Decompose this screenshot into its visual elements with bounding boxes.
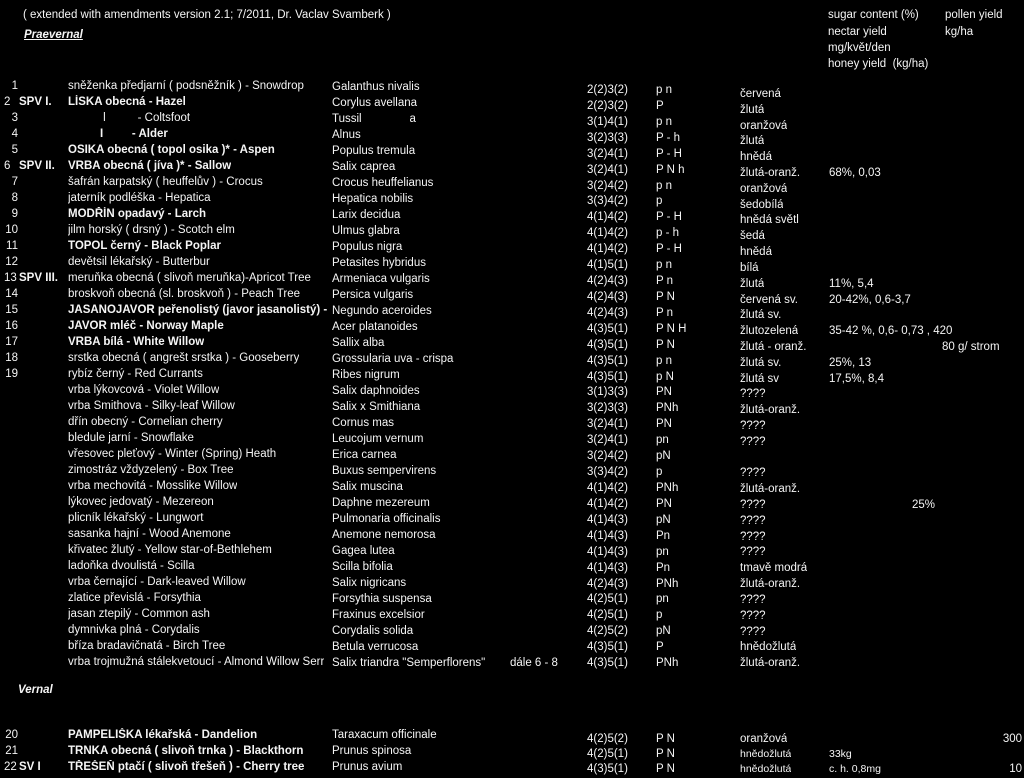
bee-value: PN <box>656 418 672 430</box>
plant-name: vrba trojmužná stálekvetoucí - Almond Willow Serr <box>68 656 325 668</box>
bee-value: p <box>656 466 663 478</box>
flowering-period-code: 3(2)4(1) <box>587 418 628 430</box>
row-number: 13 <box>4 272 17 284</box>
row-number: 19 <box>5 368 18 380</box>
pollen-color: žlutozelená <box>740 325 799 337</box>
row-number: 7 <box>11 176 18 188</box>
pollen-color: žlutá sv. <box>740 309 782 321</box>
flowering-period-code: 4(2)5(2) <box>587 733 628 745</box>
sugar-nectar-value: 17,5%, 8,4 <box>829 373 884 385</box>
latin-name: Buxus sempervirens <box>332 465 437 477</box>
bee-value: P N h <box>656 164 685 176</box>
latin-name: Armeniaca vulgaris <box>332 273 430 285</box>
plant-name: vrba Smithova - Silky-leaf Willow <box>68 400 235 412</box>
flowering-period-code: 4(1)4(3) <box>587 546 628 558</box>
flowering-period-code: 4(2)5(1) <box>587 593 628 605</box>
pollen-color: červená <box>740 88 781 100</box>
plant-name: meruňka obecná ( slivoň meruňka)-Apricot Tree <box>68 272 311 284</box>
stage-label: SPV I. <box>19 96 52 108</box>
pollen-color: šedá <box>740 230 765 242</box>
pollen-color: ???? <box>740 626 766 638</box>
row-number: 11 <box>6 240 18 252</box>
flowering-period-code: 4(2)4(3) <box>587 578 628 590</box>
latin-name: Prunus avium <box>332 761 403 773</box>
row-number: 2 <box>4 96 11 108</box>
bee-value: P <box>656 641 664 653</box>
flowering-period-code: 4(2)5(1) <box>587 609 628 621</box>
pollen-color: ???? <box>740 436 766 448</box>
plant-name: TRNKA obecná ( slivoň trnka ) - Blackthorn <box>68 745 304 757</box>
row-number: 3 <box>11 112 18 124</box>
row-number: 5 <box>11 144 18 156</box>
plant-name: TOPOL černý - Black Poplar <box>68 240 221 252</box>
bee-value: PN <box>656 498 672 510</box>
flowering-period-code: 2(2)3(2) <box>587 100 628 112</box>
row-number: 9 <box>11 208 18 220</box>
stage-label: SPV II. <box>19 160 55 172</box>
bee-value: P N <box>656 763 675 775</box>
pollen-color: červená sv. <box>740 294 798 306</box>
plant-name: MODŘÍN opadavý - Larch <box>68 208 207 220</box>
latin-name: Salix caprea <box>332 161 396 173</box>
flowering-period-code: 4(1)4(2) <box>587 498 628 510</box>
plant-name: l - Coltsfoot <box>68 112 191 124</box>
bee-value: p n <box>656 355 672 367</box>
bee-value: PNh <box>656 482 679 494</box>
pollen-color: ???? <box>740 388 766 400</box>
table-row <box>0 744 1024 758</box>
flowering-period-code: 4(1)4(2) <box>587 211 628 223</box>
latin-name: Salix nigricans <box>332 577 407 589</box>
flowering-period-code: 4(1)4(3) <box>587 530 628 542</box>
extra-value: 25% <box>912 499 936 511</box>
bee-value: p <box>656 195 663 207</box>
column-header-nectar-unit: mg/květ/den <box>828 42 891 54</box>
pollen-color: ???? <box>740 467 766 479</box>
latin-name: Corydalis solida <box>332 625 414 637</box>
plant-name: VRBA bílá - White Willow <box>68 336 205 348</box>
bee-value: P - h <box>656 132 681 144</box>
column-header-nectar: nectar yield <box>828 26 887 38</box>
flowering-period-code: 4(3)5(1) <box>587 355 628 367</box>
pollen-color: žlutá-oranž. <box>740 578 801 590</box>
stage-label: SPV III. <box>19 272 58 284</box>
bee-value: P - H <box>656 243 682 255</box>
column-header-sugar: sugar content (%) <box>828 9 919 21</box>
latin-name: Salix daphnoides <box>332 385 420 397</box>
pollen-color: žlutá-oranž. <box>740 483 801 495</box>
plant-name: JAVOR mléč - Norway Maple <box>68 320 224 332</box>
plant-name: PAMPELIŠKA lékařská - Dandelion <box>68 729 258 741</box>
row-number: 22 <box>4 761 17 773</box>
pollen-color: hnědožlutá <box>740 763 792 775</box>
pollen-color: žlutá sv. <box>740 357 782 369</box>
bee-value: pn <box>656 434 669 446</box>
plant-name: dřín obecný - Cornelian cherry <box>68 416 223 428</box>
column-header-pollen: pollen yield <box>945 9 1003 21</box>
flowering-period-code: 4(1)4(2) <box>587 227 628 239</box>
bee-value: P N <box>656 339 675 351</box>
flowering-period-code: 4(1)5(1) <box>587 259 628 271</box>
pollen-color: žlutá <box>740 135 765 147</box>
pollen-color: hnědožlutá <box>740 641 797 653</box>
table-row <box>0 760 1024 774</box>
pollen-color: žlutá <box>740 104 765 116</box>
latin-name: Persica vulgaris <box>332 289 414 301</box>
bee-value: PNh <box>656 402 679 414</box>
sugar-nectar-value: 68%, 0,03 <box>829 167 881 179</box>
pollen-color: ???? <box>740 531 766 543</box>
row-number: 1 <box>11 80 18 92</box>
bee-value: p N <box>656 371 674 383</box>
pollen-color: žlutá <box>740 278 765 290</box>
latin-name: Ulmus glabra <box>332 225 400 237</box>
latin-name: Larix decidua <box>332 209 401 221</box>
pollen-color: žlutá sv <box>740 373 779 385</box>
bee-value: pN <box>656 625 671 637</box>
plant-name: rybíz černý - Red Currants <box>68 368 203 380</box>
plant-name: lýkovec jedovatý - Mezereon <box>68 496 214 508</box>
bee-value: PNh <box>656 657 679 669</box>
plant-name: sasanka hajní - Wood Anemone <box>68 528 231 540</box>
latin-name: Corylus avellana <box>332 97 418 109</box>
flowering-period-code: 4(2)5(1) <box>587 748 628 760</box>
column-header-pollen-unit: kg/ha <box>945 26 974 38</box>
row-number: 4 <box>11 128 18 140</box>
sugar-nectar-value: 11%, 5,4 <box>829 278 874 290</box>
latin-name: Taraxacum officinale <box>332 729 437 741</box>
bee-value: P n <box>656 275 674 287</box>
latin-name: Pulmonaria officinalis <box>332 513 441 525</box>
plant-name: sněženka předjarní ( podsněžník ) - Snowdrop <box>68 80 304 92</box>
latin-name: Grossularia uva - crispa <box>332 353 454 365</box>
plant-name: jasan ztepilý - Common ash <box>68 608 210 620</box>
plant-name: křivatec žlutý - Yellow star-of-Bethlehem <box>68 544 272 556</box>
pollen-color: šedobílá <box>740 199 784 211</box>
sugar-nectar-value: 33kg <box>829 748 852 760</box>
pollen-color: hnědá <box>740 246 772 258</box>
pollen-color: žlutá - oranž. <box>740 341 807 353</box>
bee-value: p <box>656 609 663 621</box>
row-number: 12 <box>5 256 18 268</box>
flowering-period-code: 3(2)4(1) <box>587 148 628 160</box>
plant-name: vrba lýkovcová - Violet Willow <box>68 384 220 396</box>
latin-name: Ribes nigrum <box>332 369 400 381</box>
latin-name: Leucojum vernum <box>332 433 424 445</box>
plant-name: devětsil lékařský - Butterbur <box>68 256 210 268</box>
bee-value: p n <box>656 116 672 128</box>
bee-value: p n <box>656 84 672 96</box>
latin-name: Salix muscina <box>332 481 403 493</box>
pollen-color: žlutá-oranž. <box>740 167 801 179</box>
row-number: 10 <box>5 224 18 236</box>
bee-value: pn <box>656 546 669 558</box>
sugar-nectar-value: c. h. 0,8mg <box>829 763 881 775</box>
flowering-note: dále 6 - 8 <box>510 657 558 669</box>
pollen-color: žlutá-oranž. <box>740 657 801 669</box>
pollen-yield: 80 g/ strom <box>942 341 1000 353</box>
pollen-color: tmavě modrá <box>740 562 808 574</box>
pollen-color: ???? <box>740 594 766 606</box>
flowering-period-code: 4(2)4(3) <box>587 275 628 287</box>
row-number: 8 <box>11 192 18 204</box>
row-number: 14 <box>5 288 18 300</box>
flowering-period-code: 3(3)4(2) <box>587 195 628 207</box>
flowering-period-code: 3(2)3(3) <box>587 132 628 144</box>
plant-name: ladoňka dvoulistá - Scilla <box>68 560 195 572</box>
plant-name: dymnivka plná - Corydalis <box>68 624 200 636</box>
pollen-color: hnědá <box>740 151 772 163</box>
bee-value: Pn <box>656 530 671 542</box>
pollen-color: hnědožlutá <box>740 748 792 760</box>
bee-value: P N H <box>656 323 687 335</box>
yield-value: 10 <box>1009 763 1022 775</box>
flowering-period-code: 4(2)4(3) <box>587 291 628 303</box>
plant-name: LÍSKA obecná - Hazel <box>68 96 186 108</box>
section-title-praevernal: Praevernal <box>24 29 83 41</box>
plant-name: vrba mechovitá - Mosslike Willow <box>68 480 238 492</box>
section-title-vernal: Vernal <box>18 684 53 696</box>
pollen-color: ???? <box>740 515 766 527</box>
latin-name: Anemone nemorosa <box>332 529 436 541</box>
flowering-period-code: 4(1)4(3) <box>587 562 628 574</box>
row-number: 18 <box>5 352 18 364</box>
flowering-period-code: 3(2)4(2) <box>587 450 628 462</box>
bee-value: p - h <box>656 227 680 239</box>
latin-name: Tussil a <box>332 113 416 125</box>
bee-value: p n <box>656 259 672 271</box>
flowering-period-code: 4(3)5(1) <box>587 339 628 351</box>
flowering-period-code: 4(3)5(1) <box>587 323 628 335</box>
flowering-period-code: 3(1)3(3) <box>587 386 628 398</box>
row-number: 20 <box>5 729 18 741</box>
sugar-nectar-value: 35-42 %, 0,6- 0,73 , 420 <box>829 325 953 337</box>
plant-name: I - Alder <box>68 128 168 140</box>
pollen-color: ???? <box>740 610 766 622</box>
sugar-nectar-value: 25%, 13 <box>829 357 872 369</box>
plant-name: šafrán karpatský ( heuffelův ) - Crocus <box>68 176 263 188</box>
latin-name: Negundo aceroides <box>332 305 432 317</box>
latin-name: Sallix alba <box>332 337 385 349</box>
latin-name: Acer platanoides <box>332 321 418 333</box>
pollen-color: ???? <box>740 499 766 511</box>
plant-name: bříza bradavičnatá - Birch Tree <box>68 640 226 652</box>
source-note: ( extended with amendments version 2.1; 7/2011, Dr. Vaclav Svamberk ) <box>23 9 391 21</box>
plant-name: JASANOJAVOR peřenolistý (javor jasanolistý) - <box>68 304 328 316</box>
flowering-period-code: 3(1)4(1) <box>587 116 628 128</box>
plant-name: plicník lékařský - Lungwort <box>68 512 204 524</box>
pollen-color: oranžová <box>740 733 788 745</box>
latin-name: Cornus mas <box>332 417 394 429</box>
bee-value: P N <box>656 748 675 760</box>
flowering-period-code: 4(1)4(2) <box>587 243 628 255</box>
flowering-period-code: 3(3)4(2) <box>587 466 628 478</box>
plant-name: zimostráz vždyzelený - Box Tree <box>68 464 234 476</box>
yield-value: 300 <box>1002 733 1022 745</box>
flowering-period-code: 4(3)5(1) <box>587 657 628 669</box>
latin-name: Populus nigra <box>332 241 403 253</box>
latin-name: Crocus heuffelianus <box>332 177 434 189</box>
column-header-honey: honey yield (kg/ha) <box>828 58 929 70</box>
flowering-period-code: 4(3)5(1) <box>587 371 628 383</box>
pollen-color: oranžová <box>740 183 788 195</box>
stage-label: SV I <box>19 761 41 773</box>
row-number: 6 <box>4 160 11 172</box>
bee-value: p n <box>656 180 672 192</box>
flowering-period-code: 4(2)4(3) <box>587 307 628 319</box>
latin-name: Daphne mezereum <box>332 497 430 509</box>
latin-name: Salix triandra "Semperflorens" <box>332 657 486 669</box>
pollen-color: ???? <box>740 420 766 432</box>
bee-value: P n <box>656 307 674 319</box>
plant-name: jaterník podléška - Hepatica <box>68 192 211 204</box>
latin-name: Salix x Smithiana <box>332 401 421 413</box>
latin-name: Prunus spinosa <box>332 745 412 757</box>
latin-name: Forsythia suspensa <box>332 593 432 605</box>
latin-name: Populus tremula <box>332 145 416 157</box>
row-number: 16 <box>5 320 18 332</box>
flowering-period-code: 4(2)5(2) <box>587 625 628 637</box>
flowering-period-code: 4(1)4(2) <box>587 482 628 494</box>
latin-name: Petasites hybridus <box>332 257 426 269</box>
plant-name: jilm horský ( drsný ) - Scotch elm <box>68 224 235 236</box>
plant-name: vřesovec pleťový - Winter (Spring) Heath <box>68 448 277 460</box>
pollen-color: ???? <box>740 546 766 558</box>
pollen-color: žlutá-oranž. <box>740 404 801 416</box>
latin-name: Betula verrucosa <box>332 641 419 653</box>
bee-value: P - H <box>656 148 682 160</box>
flowering-period-code: 4(1)4(3) <box>587 514 628 526</box>
flowering-period-code: 2(2)3(2) <box>587 84 628 96</box>
pollen-color: oranžová <box>740 120 788 132</box>
bee-value: P N <box>656 291 675 303</box>
latin-name: Gagea lutea <box>332 545 395 557</box>
latin-name: Erica carnea <box>332 449 397 461</box>
plant-name: VRBA obecná ( jíva )* - Sallow <box>68 160 232 172</box>
flowering-period-code: 4(3)5(1) <box>587 641 628 653</box>
flowering-period-code: 3(2)4(1) <box>587 164 628 176</box>
bee-value: PN <box>656 386 672 398</box>
plant-name: zlatice převislá - Forsythia <box>68 592 201 604</box>
flowering-period-code: 3(2)3(3) <box>587 402 628 414</box>
table-row <box>0 728 1024 745</box>
bee-value: P N <box>656 733 675 745</box>
plant-name: vrba černající - Dark-leaved Willow <box>68 576 246 588</box>
sugar-nectar-value: 20-42%, 0,6-3,7 <box>829 294 911 306</box>
plant-name: bledule jarní - Snowflake <box>68 432 194 444</box>
flowering-period-code: 4(3)5(1) <box>587 763 628 775</box>
flowering-period-code: 3(2)4(1) <box>587 434 628 446</box>
bee-value: pn <box>656 593 669 605</box>
plant-name: broskvoň obecná (sl. broskvoň ) - Peach Tree <box>68 288 301 300</box>
bee-value: pN <box>656 450 671 462</box>
latin-name: Fraxinus excelsior <box>332 609 425 621</box>
row-number: 15 <box>5 304 18 316</box>
bee-value: P <box>656 100 664 112</box>
row-number: 21 <box>5 745 18 757</box>
row-number: 17 <box>5 336 18 348</box>
latin-name: Galanthus nivalis <box>332 81 420 93</box>
bee-value: PNh <box>656 578 679 590</box>
latin-name: Hepatica nobilis <box>332 193 414 205</box>
bee-value: P - H <box>656 211 682 223</box>
pollen-color: hnědá světl <box>740 214 799 226</box>
latin-name: Alnus <box>332 129 361 141</box>
latin-name: Scilla bifolia <box>332 561 393 573</box>
bee-value: Pn <box>656 562 671 574</box>
pollen-color: bílá <box>740 262 759 274</box>
flowering-period-code: 3(2)4(2) <box>587 180 628 192</box>
plant-name: TŘEŠEŇ ptačí ( slivoň třešeň ) - Cherry tree <box>68 761 305 773</box>
bee-value: pN <box>656 514 671 526</box>
plant-name: OSIKA obecná ( topol osika )* - Aspen <box>68 144 275 156</box>
plant-name: srstka obecná ( angrešt srstka ) - Gooseberry <box>68 352 300 364</box>
